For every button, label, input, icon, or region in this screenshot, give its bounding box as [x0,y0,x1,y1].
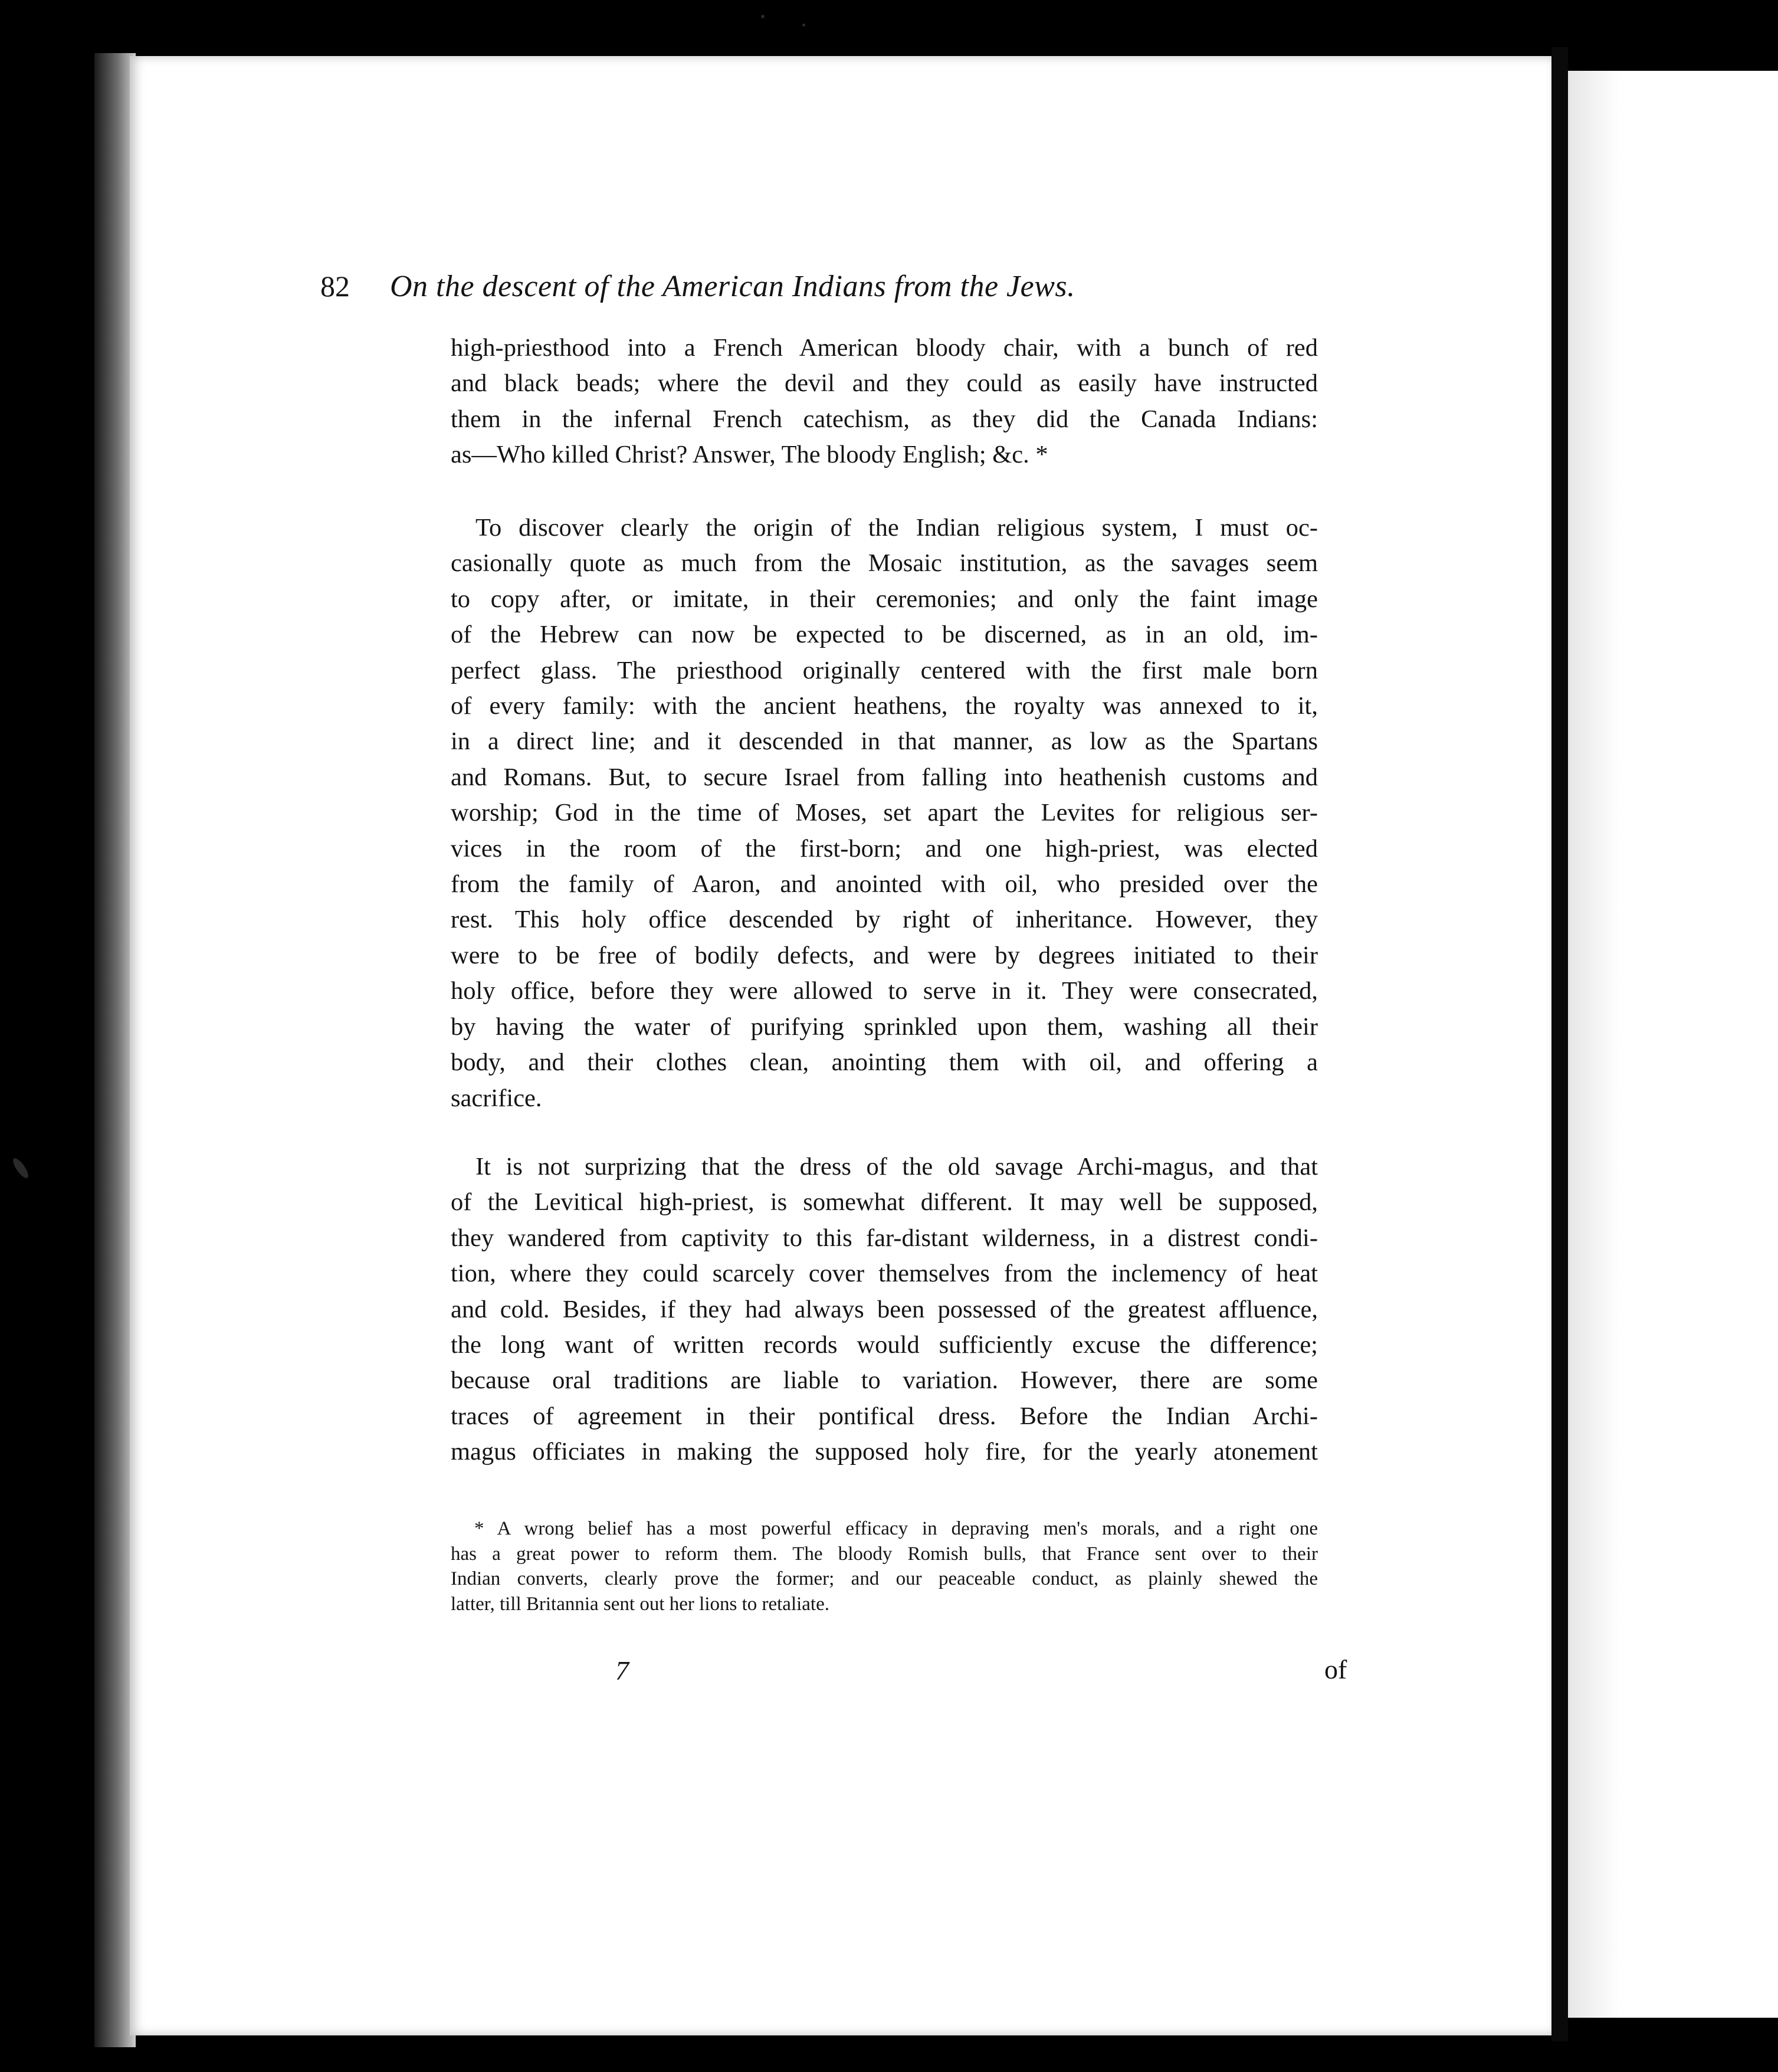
text-line: vices in the room of the first-born; and one high-priest, was elected [451,834,1318,863]
text-line: of the Levitical high-priest, is somewhat different. It may well be supposed, [451,1188,1318,1217]
text-line: rest. This holy office descended by right of inheritance. However, they [451,906,1318,934]
text-line: high-priesthood into a French American bloody chair, with a bunch of red [451,334,1318,362]
text-line: holy office, before they were allowed to serve in it. They were consecrated, [451,977,1318,1005]
footnote-line: Indian converts, clearly prove the former; and our peaceable conduct, as plainly shewed the [451,1568,1318,1589]
text-line: from the family of Aaron, and anointed with oil, who presided over the [451,870,1318,899]
text-line: It is not surprizing that the dress of the old savage Archi-magus, and that [475,1153,1318,1181]
scan-speck [761,15,765,18]
page-number: 82 [320,270,350,303]
text-line: sacrifice. [451,1084,542,1112]
facing-page-edge [1568,71,1778,2018]
footnote-line: * A wrong belief has a most powerful efficacy in depraving men's morals, and a right one [474,1518,1318,1539]
text-line: them in the infernal French catechism, as they did the Canada Indians: [451,405,1318,433]
catchword: of [1324,1654,1347,1684]
signature-mark: 7 [615,1655,629,1686]
text-line: and black beads; where the devil and they could as easily have instructed [451,369,1318,398]
text-line: perfect glass. The priesthood originally centered with the first male born [451,656,1318,684]
running-header [320,269,1276,316]
text-line: to copy after, or imitate, in their ceremonies; and only the faint image [451,585,1318,613]
text-line: magus officiates in making the supposed holy fire, for the yearly atonement [451,1438,1318,1466]
text-line: they wandered from captivity to this far-distant wilderness, in a distrest condi- [451,1224,1318,1252]
text-line: of the Hebrew can now be expected to be discerned, as in an old, im- [451,621,1318,649]
paragraph-3 [451,1149,1318,1470]
scan-speck [802,24,805,27]
text-line: by having the water of purifying sprinkled upon them, washing all their [451,1012,1318,1041]
paragraph-1 [451,330,1318,473]
text-line: To discover clearly the origin of the Indian religious system, I must oc- [475,514,1318,542]
running-title: On the descent of the American Indians from the Jews. [390,270,1075,303]
text-line: the long want of written records would sufficiently excuse the difference; [451,1331,1318,1359]
text-line: tion, where they could scarcely cover themselves from the inclemency of heat [451,1260,1318,1288]
text-line: and cold. Besides, if they had always been possessed of the greatest affluence, [451,1295,1318,1323]
book-gutter [1551,47,1568,2041]
footnote-line: has a great power to reform them. The bloody Romish bulls, that France sent over to their [451,1543,1318,1565]
text-line: of every family: with the ancient heathens, the royalty was annexed to it, [451,692,1318,720]
text-line: and Romans. But, to secure Israel from falling into heathenish customs and [451,763,1318,791]
footnote-line: latter, till Britannia sent out her lions to retaliate. [451,1593,830,1615]
text-line: traces of agreement in their pontifical dress. Before the Indian Archi- [451,1402,1318,1430]
text-line: worship; God in the time of Moses, set apart the Levites for religious ser- [451,799,1318,827]
text-line: body, and their clothes clean, anointing them with oil, and offering a [451,1048,1318,1077]
footnote [451,1516,1318,1617]
text-line: in a direct line; and it descended in that manner, as low as the Spartans [451,727,1318,756]
text-line: were to be free of bodily defects, and were by degrees initiated to their [451,941,1318,969]
text-line: because oral traditions are liable to variation. However, there are some [451,1366,1318,1395]
text-line: as—Who killed Christ? Answer, The bloody English; &c. * [451,441,1048,469]
paragraph-2 [451,510,1318,1116]
text-line: casionally quote as much from the Mosaic institution, as the savages seem [451,549,1318,578]
